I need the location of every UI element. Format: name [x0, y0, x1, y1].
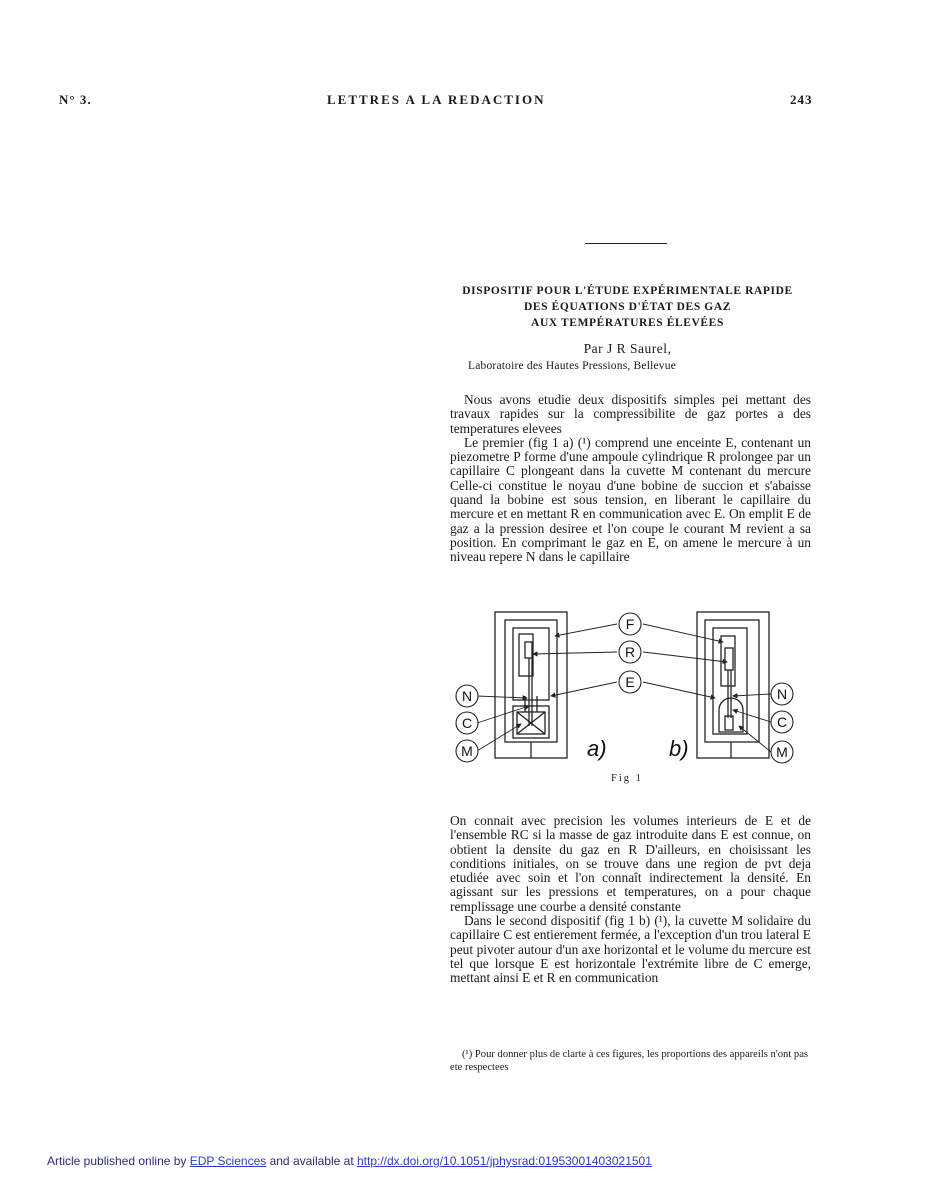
- footnote-text: (¹) Pour donner plus de clarte à ces figures, les proportions des appareils n'ont pas ete respectees: [450, 1049, 809, 1073]
- label-C-right: C: [776, 714, 788, 730]
- label-R: R: [624, 644, 636, 660]
- header-section-title: LETTRES A LA REDACTION: [327, 92, 546, 107]
- panel-label-a: a): [587, 736, 607, 761]
- body-text-bottom: [450, 814, 811, 986]
- label-N-left: N: [461, 688, 473, 704]
- label-C-left: C: [461, 715, 473, 731]
- panel-label-b: b): [669, 736, 689, 761]
- footer-prefix: Article published online by: [47, 1154, 190, 1168]
- publication-footer: [47, 1154, 652, 1168]
- figure-apparatus-diagram: [455, 606, 810, 768]
- apparatus-a: [495, 612, 567, 758]
- label-M-left: M: [461, 743, 473, 759]
- footer-middle: and available at: [266, 1154, 357, 1168]
- paragraph-measurement: On connait avec precision les volumes interieurs de E et de l'ensemble RC si la masse de gaz introduite dans E est connue, on obtient la densite du gaz en R D'ailleurs, en choisissant les conditions initiales, on se trouve dans une region de pvt deja etudiée avec soin et l'on connaît indirectement la densité. En agissant sur les pressions et temperatures, on a pour chaque remplissage une courbe a densité constante: [450, 813, 811, 914]
- header-issue-number: N° 3.: [59, 92, 92, 107]
- paragraph-first-device: Le premier (fig 1 a) (¹) comprend une enceinte E, contenant un piezometre P forme d'une ampoule cylindrique R prolongee par un capillaire C plongeant dans la cuvette M contenant du mercure Celle-ci constitue le noyau d'une bobine de succion et s'abaisse quand la bobine est sous tension, en liberant le capillaire du mercure et en mettant R en communication avec E. On emplit E de gaz a la pression desiree et l'on coupe le courant M revient a sa position. En comprimant le gaz en E, on amene le mercure à un niveau repere N dans le capillaire: [450, 434, 811, 565]
- paragraph-second-device: Dans le second dispositif (fig 1 b) (¹), la cuvette M solidaire du capillaire C est entierement fermée, a l'exception d'un trou lateral E peut pivoter autour d'un axe horizontal et le volume du mercure est tel que lorsque E est horizontale l'extrémite libre de C emerge, mettant ainsi E et R en communication: [450, 913, 811, 986]
- author-affiliation: Laboratoire des Hautes Pressions, Bellevue: [468, 360, 676, 372]
- apparatus-b: [697, 612, 769, 758]
- figure-caption: Fig 1: [611, 773, 643, 784]
- article-author: Par J R Saurel,: [583, 341, 672, 356]
- title-line-2: DES ÉQUATIONS D'ÉTAT DES GAZ: [523, 301, 732, 313]
- label-N-right: N: [776, 686, 788, 702]
- footnote: [450, 1048, 812, 1074]
- label-E: E: [625, 674, 635, 690]
- publisher-link[interactable]: EDP Sciences: [189, 1154, 267, 1168]
- title-line-3: AUX TEMPÉRATURES ÉLEVÉES: [531, 317, 724, 329]
- paragraph-intro: Nous avons etudie deux dispositifs simples pei mettant des travaux rapides sur la compressibilite de gaz portes a des temperatures elevees: [450, 392, 811, 436]
- doi-link[interactable]: http://dx.doi.org/10.1051/jphysrad:01953001403021501: [356, 1154, 652, 1168]
- title-line-1: DISPOSITIF POUR L'ÉTUDE EXPÉRIMENTALE RAPIDE: [462, 285, 793, 297]
- article-title: [440, 283, 815, 331]
- section-divider: [585, 243, 667, 244]
- body-text-top: [450, 393, 811, 565]
- label-M-right: M: [776, 744, 788, 760]
- label-F: F: [625, 616, 635, 632]
- header-page-number: 243: [790, 92, 813, 107]
